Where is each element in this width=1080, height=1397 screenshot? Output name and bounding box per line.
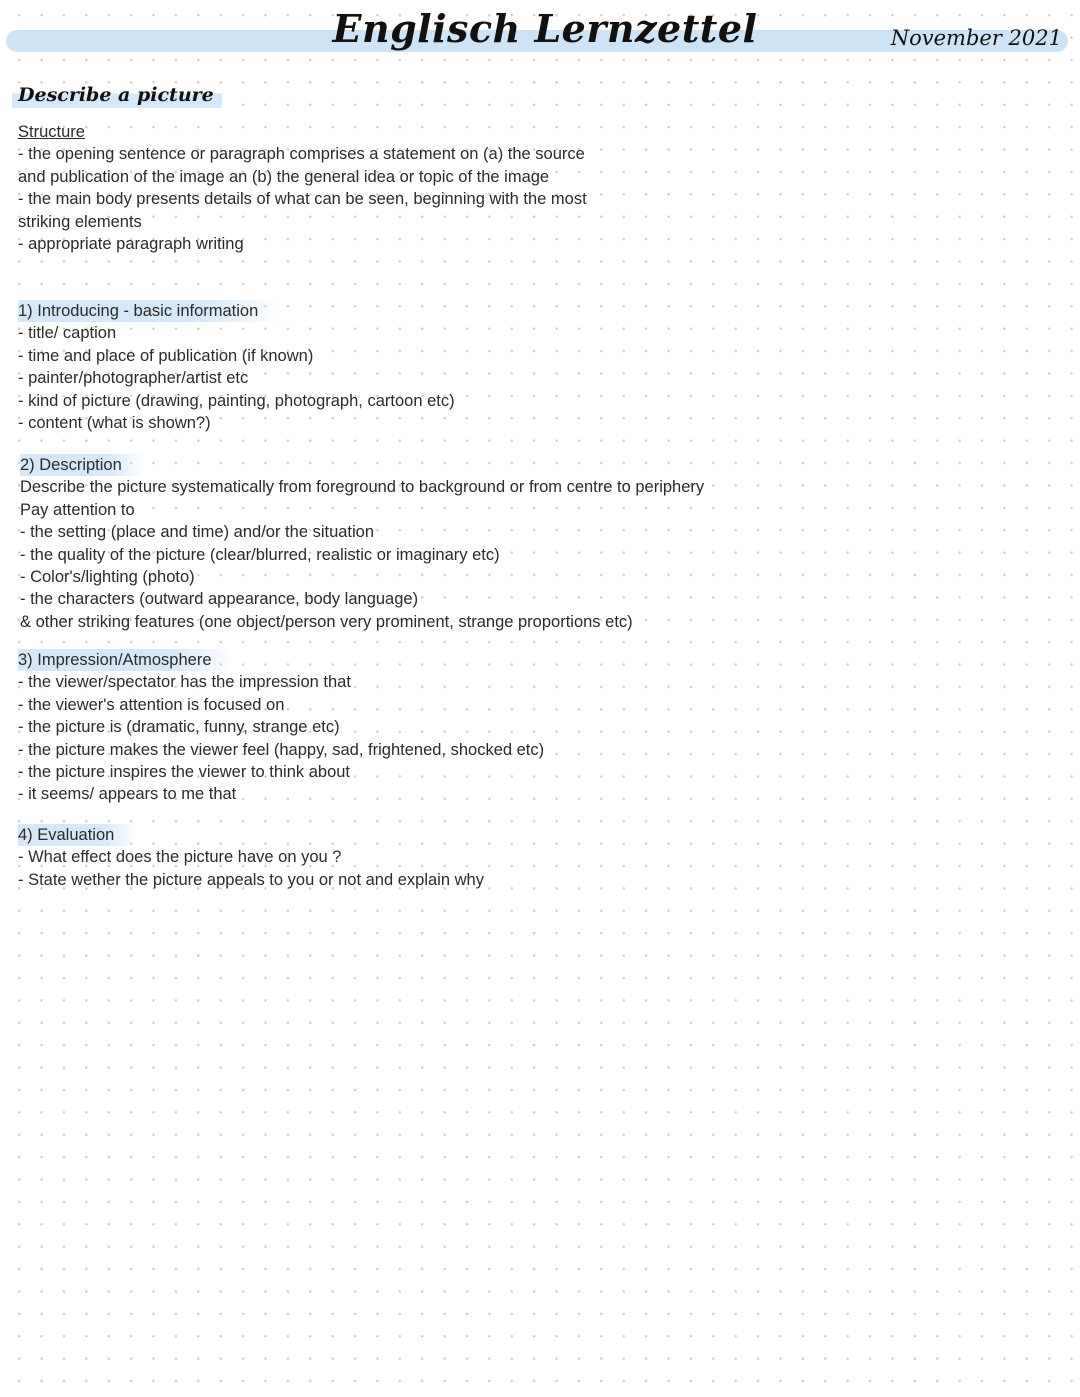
description-line: - the setting (place and time) and/or the situation — [20, 523, 375, 542]
introducing-line: - painter/photographer/artist etc — [18, 369, 249, 388]
impression-line: - the picture inspires the viewer to think about — [18, 763, 351, 782]
description-line: - the quality of the picture (clear/blurred, realistic or imaginary etc) — [20, 545, 500, 564]
page-date: November 2021 — [890, 26, 1062, 50]
introducing-line: - content (what is shown?) — [18, 414, 211, 433]
introducing-line: - time and place of publication (if known) — [18, 346, 314, 365]
structure-line: - the main body presents details of what can be seen, beginning with the most — [18, 190, 587, 209]
introducing-section — [18, 300, 1058, 434]
description-line: & other striking features (one object/person very prominent, strange proportions etc) — [20, 612, 633, 631]
description-line: - the characters (outward appearance, body language) — [20, 590, 419, 609]
description-line: - Color's/lighting (photo) — [20, 568, 195, 587]
impression-line: - it seems/ appears to me that — [18, 785, 237, 804]
description-heading: 2) Description — [20, 454, 144, 476]
impression-section — [18, 649, 1058, 806]
description-line: Describe the picture systematically from foreground to background or from centre to periphery — [20, 478, 705, 497]
impression-line: - the picture makes the viewer feel (happy, sad, frightened, shocked etc) — [18, 740, 545, 759]
structure-line: - appropriate paragraph writing — [18, 235, 244, 254]
structure-line: striking elements — [18, 212, 142, 231]
subject-heading: Describe a picture — [12, 84, 222, 108]
description-section — [20, 454, 1060, 633]
evaluation-line: - State wether the picture appeals to you or not and explain why — [18, 870, 484, 889]
impression-line: - the picture is (dramatic, funny, strange etc) — [18, 718, 340, 737]
structure-line: and publication of the image an (b) the general idea or topic of the image — [18, 167, 550, 186]
evaluation-heading: 4) Evaluation — [18, 824, 136, 846]
introducing-line: - title/ caption — [18, 324, 117, 343]
structure-section — [18, 121, 1058, 255]
structure-heading: Structure — [18, 123, 85, 141]
structure-line: - the opening sentence or paragraph comprises a statement on (a) the source — [18, 145, 585, 164]
impression-heading: 3) Impression/Atmosphere — [18, 649, 234, 671]
page-title: Englisch Lernzettel — [332, 6, 758, 51]
introducing-heading: 1) Introducing - basic information — [18, 300, 280, 322]
evaluation-section — [18, 824, 1058, 891]
impression-line: - the viewer/spectator has the impression that — [18, 673, 351, 692]
impression-line: - the viewer's attention is focused on — [18, 695, 285, 714]
evaluation-line: - What effect does the picture have on you ? — [18, 848, 342, 867]
introducing-line: - kind of picture (drawing, painting, photograph, cartoon etc) — [18, 391, 455, 410]
description-line: Pay attention to — [20, 500, 135, 519]
